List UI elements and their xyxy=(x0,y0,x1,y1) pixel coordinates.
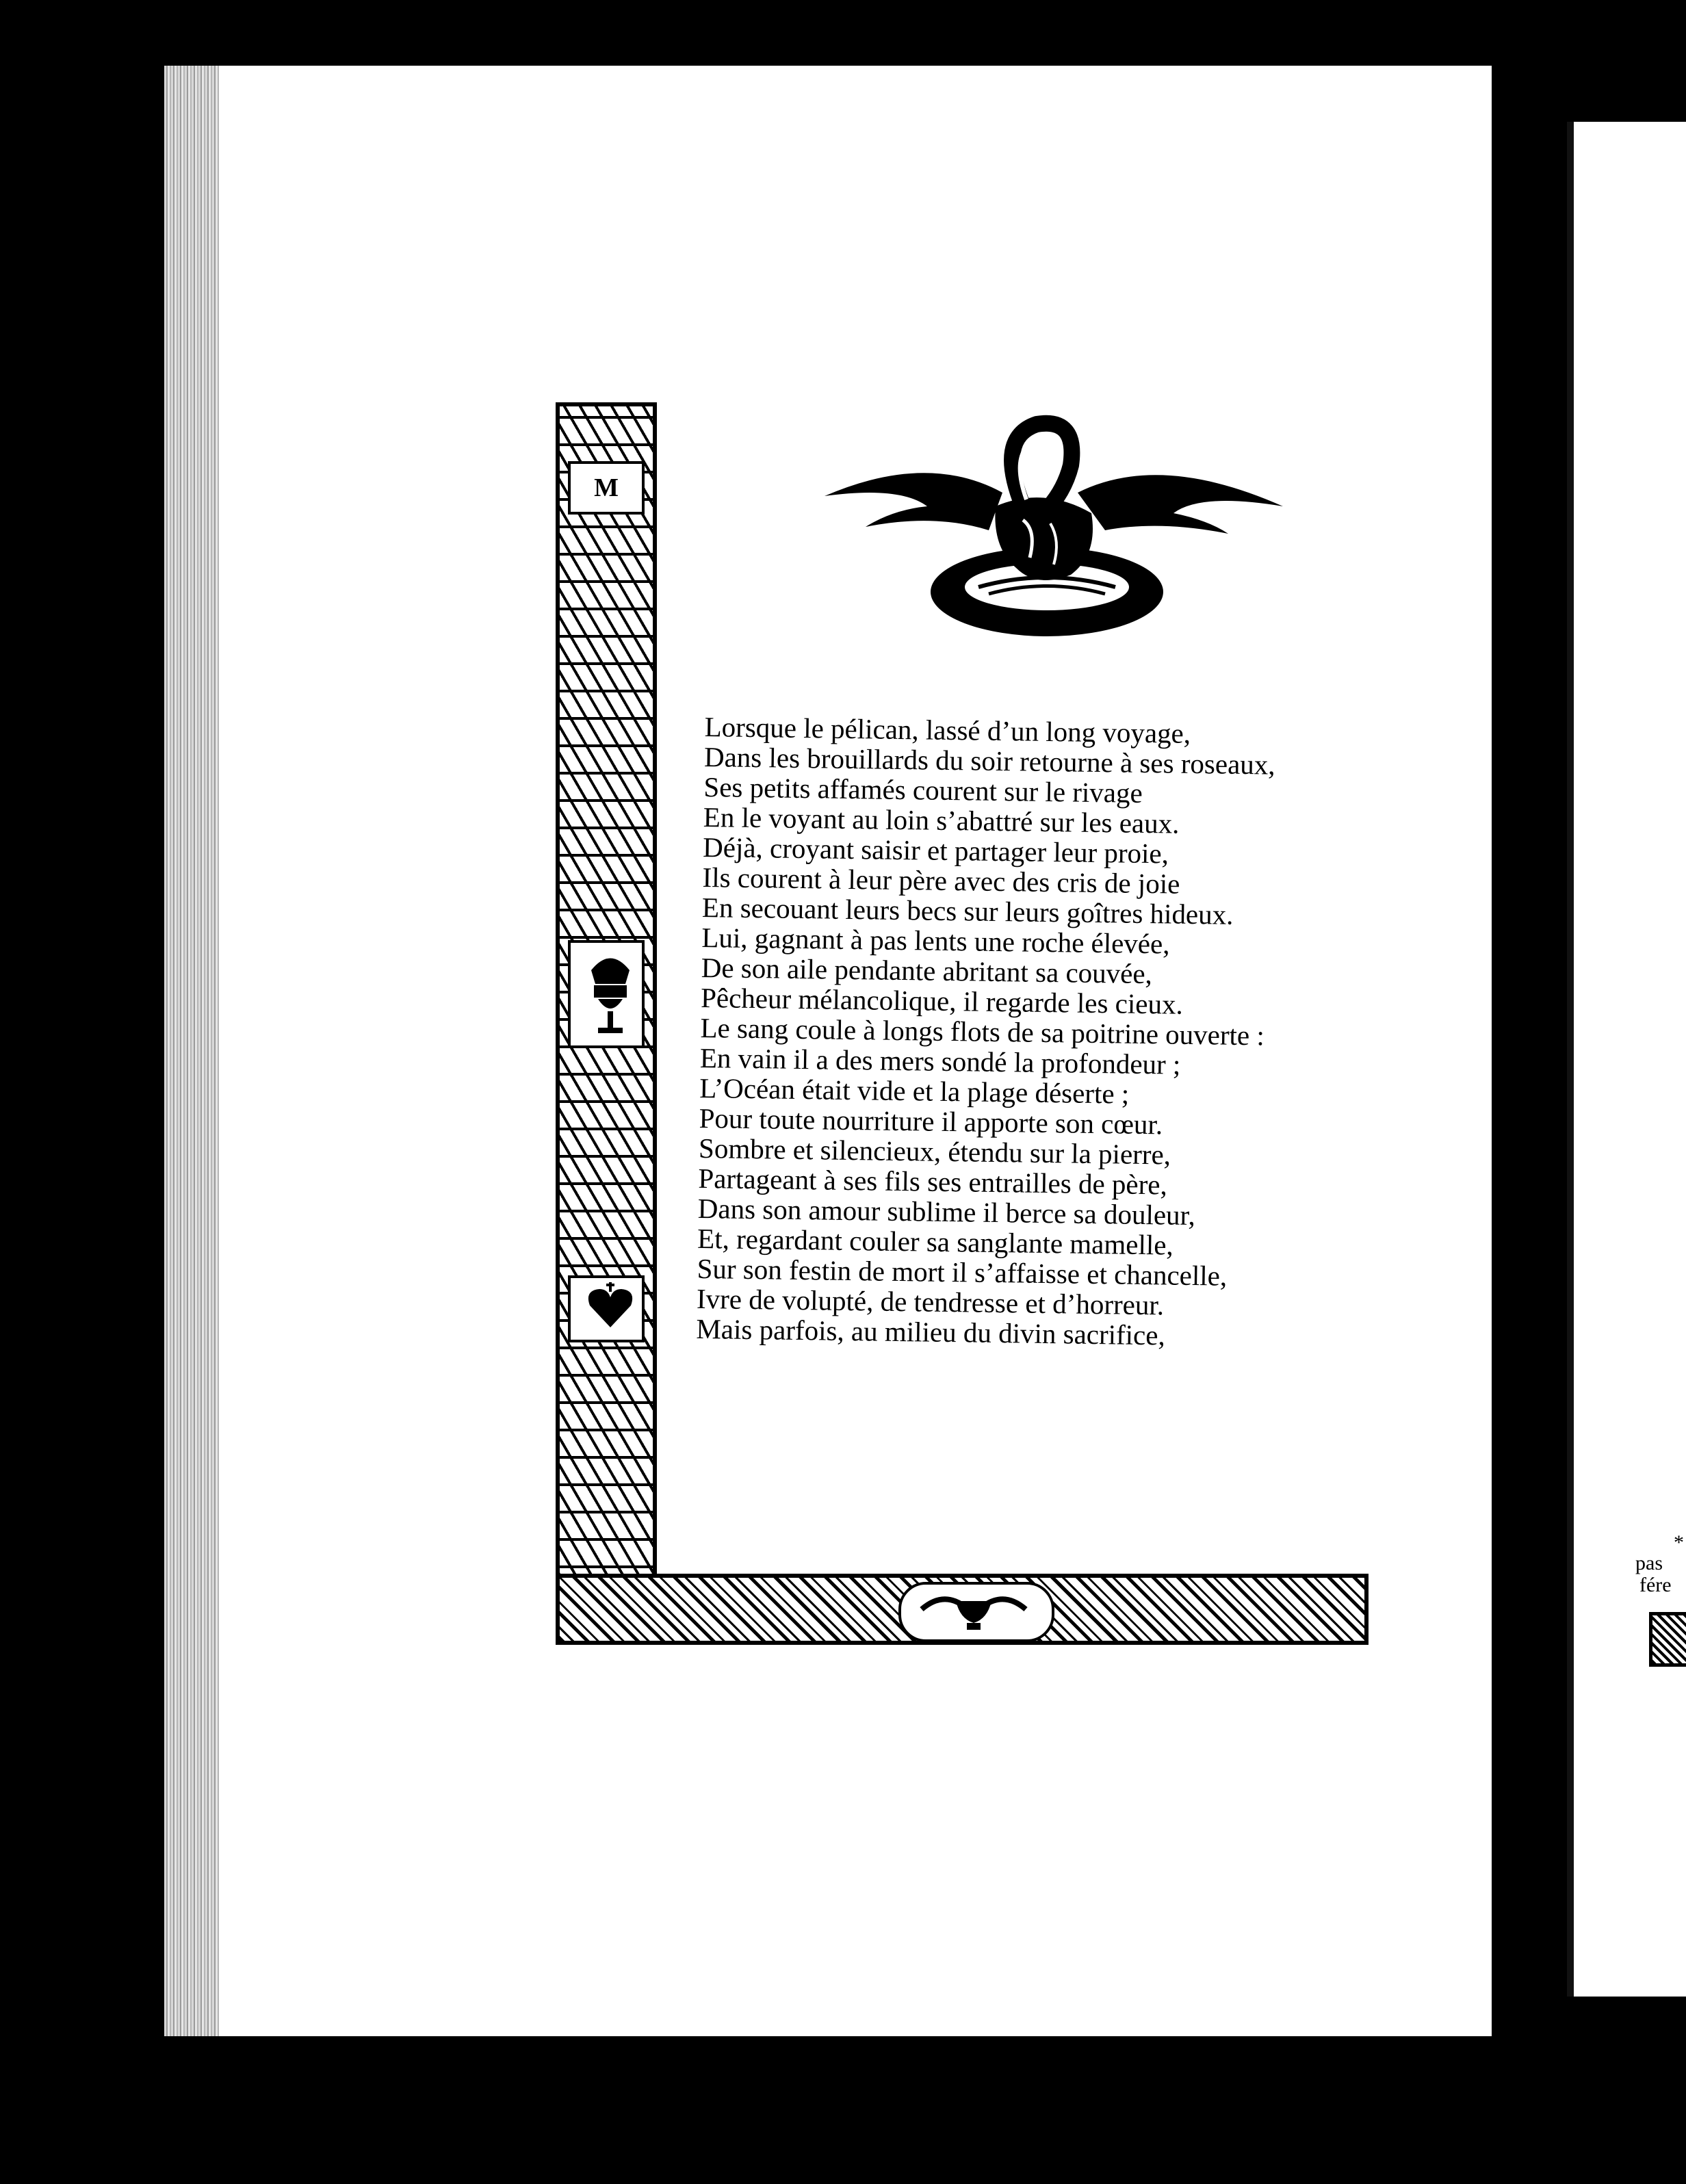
poem-line: Lui, gagnant à pas lents une roche élevée, xyxy=(701,921,1170,960)
urn-medallion xyxy=(898,1582,1054,1642)
poem-line: Pêcheur mélancolique, il regarde les cieux. xyxy=(700,981,1184,1020)
heart-panel xyxy=(568,1275,645,1342)
adjacent-page-ornament xyxy=(1649,1612,1686,1667)
poem-line: Mais parfois, au milieu du divin sacrifice, xyxy=(696,1312,1166,1351)
crown-chalice-icon xyxy=(571,943,650,1040)
poem-line: Ses petits affamés courent sur le rivage xyxy=(703,770,1143,809)
ornamental-border-vertical xyxy=(556,402,657,1645)
poem-line: Pour toute nourriture il apporte son cœur. xyxy=(699,1102,1163,1141)
poem-line: Et, regardant couler sa sanglante mamelle, xyxy=(697,1222,1174,1261)
crown-panel xyxy=(568,940,645,1048)
poem-line: Ivre de volupté, de tendresse et d’horreur. xyxy=(696,1282,1165,1321)
sacred-heart-icon xyxy=(571,1278,650,1334)
adjacent-page-asterisk: * xyxy=(1674,1531,1684,1554)
poem-line: En le voyant au loin s’abattré sur les eaux. xyxy=(703,801,1180,840)
urn-icon xyxy=(901,1585,1046,1634)
poem-line: Le sang coule à longs flots de sa poitrine ouverte : xyxy=(700,1011,1265,1052)
pelican-illustration xyxy=(818,411,1283,657)
book-page-edge xyxy=(164,66,222,2036)
poem-line: Déjà, croyant saisir et partager leur proie, xyxy=(702,831,1169,870)
poem-line: En vain il a des mers sondé la profondeur ; xyxy=(699,1041,1181,1080)
ornamental-border-horizontal xyxy=(556,1574,1369,1645)
adjacent-page-text-2: fére xyxy=(1639,1574,1672,1596)
adjacent-page-text-1: pas xyxy=(1635,1552,1663,1574)
monogram-panel xyxy=(568,461,645,515)
poem-line: De son aile pendante abritant sa couvée, xyxy=(701,951,1153,990)
poem-line: Dans son amour sublime il berce sa douleur, xyxy=(697,1192,1196,1232)
poem-line: L’Océan était vide et la plage déserte ; xyxy=(699,1071,1130,1110)
monogram-text: M xyxy=(594,473,619,502)
poem-line: Dans les brouillards du soir retourne à ses roseaux, xyxy=(703,740,1275,781)
poem-text xyxy=(696,712,1444,1354)
poem-line: Sur son festin de mort il s’affaisse et chancelle, xyxy=(697,1252,1228,1292)
poem-line: Partageant à ses fils ses entrailles de père, xyxy=(698,1162,1168,1201)
poem-line: Ils courent à leur père avec des cris de joie xyxy=(702,861,1180,900)
poem-line: Sombre et silencieux, étendu sur la pierre, xyxy=(698,1132,1171,1171)
poem-line: En secouant leurs becs sur leurs goîtres hideux. xyxy=(701,891,1234,931)
adjacent-page xyxy=(1567,122,1686,1997)
poem-line: Lorsque le pélican, lassé d’un long voyage, xyxy=(704,711,1191,749)
